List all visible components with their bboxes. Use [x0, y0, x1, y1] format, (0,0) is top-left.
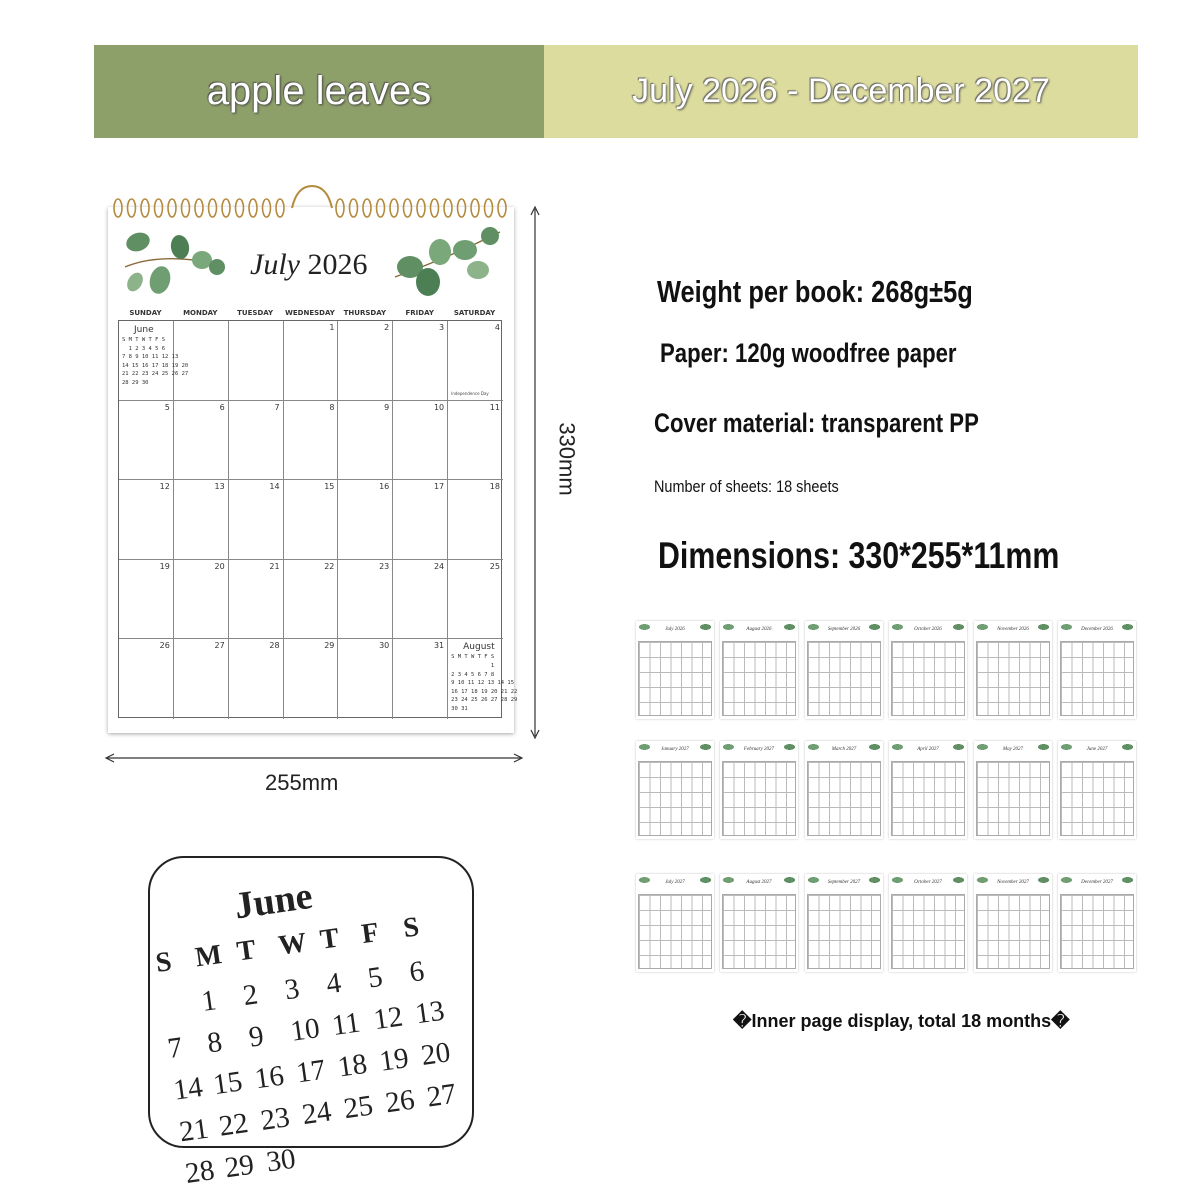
zoom-day: 17 — [294, 1053, 328, 1090]
thumbnail-grid — [891, 761, 965, 836]
thumbnail-grid — [638, 641, 712, 716]
month-thumbnail — [720, 874, 798, 972]
day-number: 28 — [269, 641, 280, 651]
thumbnail-grid — [638, 894, 712, 969]
date-range: July 2026 - December 2027 — [632, 72, 1050, 110]
weekday-wednesday: WEDNESDAY — [285, 309, 335, 317]
weekday-saturday: SATURDAY — [453, 309, 496, 317]
month-thumbnail — [1058, 741, 1136, 839]
zoom-day: 21 — [177, 1112, 211, 1149]
zoom-day: 9 — [246, 1019, 266, 1054]
day-cell — [229, 560, 284, 640]
day-number: 19 — [159, 561, 170, 571]
month-thumbnail — [889, 874, 967, 972]
zoom-day: 15 — [211, 1065, 245, 1102]
month-thumbnail — [720, 741, 798, 839]
zoom-day: 11 — [330, 1006, 363, 1043]
height-label — [554, 422, 580, 495]
month-thumbnail — [636, 621, 714, 719]
zoom-day: 22 — [216, 1106, 251, 1143]
thumbnail-title: April 2027 — [917, 747, 939, 752]
calendar-month-title — [250, 248, 367, 282]
zoom-day: 27 — [424, 1077, 459, 1114]
zoom-day: 20 — [419, 1036, 453, 1072]
theme-name: apple leaves — [206, 69, 432, 113]
month-thumbnail — [805, 621, 883, 719]
month-thumbnail — [889, 621, 967, 719]
month-thumbnail — [636, 874, 714, 972]
spec-cover: Cover material: transparent PP — [654, 408, 979, 438]
month-thumbnail — [889, 741, 967, 839]
weekday-sunday: SUNDAY — [129, 309, 162, 317]
day-cell — [284, 639, 339, 719]
next-month-mini-title: August — [463, 642, 495, 653]
spec-weight: Weight per book: 268g±5g — [657, 274, 973, 309]
theme-name-panel — [94, 45, 544, 138]
next-month-mini-days: S M T W T F S 1 2 3 4 5 6 7 8 9 10 11 12 13 14 15 16 17 18 19 20 21 22 23 24 25 26 27 28 29 30 31 — [451, 654, 518, 712]
zoom-day: 7 — [165, 1031, 185, 1066]
zoom-day: 25 — [341, 1089, 375, 1126]
day-number: 21 — [269, 561, 280, 571]
date-range-panel — [544, 45, 1138, 138]
zoom-weekday: T — [234, 934, 258, 968]
day-cell — [284, 321, 339, 401]
day-cell — [338, 321, 393, 401]
thumbnail-grid — [891, 894, 965, 969]
holiday-label: Independence Day — [451, 390, 489, 396]
zoom-weekday: S — [153, 946, 174, 979]
zoom-day: 3 — [282, 972, 302, 1007]
month-thumbnail — [974, 874, 1052, 972]
zoom-day: 8 — [205, 1025, 225, 1060]
zoom-day: 14 — [171, 1070, 205, 1107]
month-thumbnail — [974, 621, 1052, 719]
zoom-month-title: June — [231, 874, 316, 928]
day-number: 4 — [494, 323, 500, 332]
day-number: 15 — [324, 482, 335, 492]
day-number: 27 — [214, 641, 225, 651]
thumbnail-grid — [1060, 894, 1134, 969]
day-number: 13 — [214, 482, 225, 492]
day-cell — [229, 480, 284, 560]
zoom-day: 4 — [324, 966, 344, 1001]
zoom-day: 5 — [365, 960, 385, 995]
thumbnail-title: October 2026 — [914, 627, 942, 632]
day-cell — [448, 401, 503, 481]
day-cell — [119, 560, 174, 640]
day-number: 30 — [379, 641, 390, 651]
day-number: 16 — [379, 482, 390, 492]
weekday-monday: MONDAY — [183, 309, 218, 317]
thumbnail-title: November 2026 — [997, 627, 1029, 632]
zoom-day: 13 — [413, 994, 447, 1031]
month-thumbnail — [636, 741, 714, 839]
day-number: 5 — [164, 402, 170, 412]
zoom-weekday: S — [401, 911, 422, 945]
height-value: 330mm — [554, 422, 580, 496]
spec-sheets: Number of sheets: 18 sheets — [654, 477, 839, 496]
zoom-weekday: T — [318, 922, 341, 956]
day-cell — [338, 639, 393, 719]
day-cell — [174, 401, 229, 481]
day-cell — [229, 321, 284, 401]
thumbnail-title: July 2027 — [665, 880, 685, 885]
day-number: 25 — [489, 561, 500, 571]
width-dimension-arrow — [104, 750, 524, 766]
height-dimension-arrow — [525, 205, 545, 740]
day-cell — [393, 401, 448, 481]
day-number: 11 — [489, 402, 500, 412]
day-number: 12 — [159, 482, 170, 492]
month-thumbnail — [974, 741, 1052, 839]
day-cell — [284, 401, 339, 481]
zoom-weekday: F — [359, 916, 381, 951]
thumbnail-grid — [976, 894, 1050, 969]
leaf-decoration-left — [120, 222, 230, 302]
spec-paper: Paper: 120g woodfree paper — [660, 338, 957, 368]
thumbnail-grid — [976, 641, 1050, 716]
day-cell — [119, 480, 174, 560]
day-cell — [119, 639, 174, 719]
day-cell — [393, 480, 448, 560]
day-cell — [448, 321, 503, 401]
weekday-thursday: THURSDAY — [343, 309, 387, 317]
width-label — [265, 770, 338, 796]
thumbnail-grid — [976, 761, 1050, 836]
month-thumbnail — [1058, 874, 1136, 972]
zoom-day: 16 — [252, 1059, 286, 1096]
zoom-day: 18 — [335, 1047, 370, 1084]
thumbnail-grid — [722, 894, 796, 969]
thumbnail-title: October 2027 — [914, 880, 942, 885]
day-number: 20 — [214, 561, 225, 571]
thumbnail-title: May 2027 — [1002, 747, 1024, 752]
day-number: 9 — [384, 402, 390, 412]
month-thumbnail — [805, 741, 883, 839]
day-cell — [393, 639, 448, 719]
thumbnail-grid — [891, 641, 965, 716]
thumbnail-grid — [638, 761, 712, 836]
zoom-day: 26 — [383, 1083, 417, 1120]
zoom-day: 6 — [407, 955, 427, 989]
thumbnail-title: March 2027 — [831, 747, 857, 752]
zoom-day: 19 — [377, 1042, 411, 1078]
thumbnail-title: July 2026 — [665, 627, 685, 632]
day-number: 7 — [274, 402, 280, 412]
thumbnail-title: November 2027 — [997, 880, 1029, 885]
day-cell — [338, 480, 393, 560]
title-banner — [94, 45, 1138, 138]
day-number: 8 — [329, 402, 335, 412]
day-number: 1 — [329, 323, 335, 332]
thumbnail-title: September 2026 — [827, 627, 861, 632]
day-cell — [174, 480, 229, 560]
day-number: 3 — [439, 323, 445, 332]
calendar-year: 2026 — [307, 248, 368, 281]
zoom-day: 30 — [264, 1142, 298, 1179]
zoom-day: 23 — [258, 1101, 292, 1137]
day-number: 17 — [433, 482, 445, 492]
day-number: 26 — [159, 641, 170, 651]
thumbnail-title: December 2027 — [1081, 880, 1113, 885]
thumbnail-grid — [722, 641, 796, 716]
day-cell — [448, 480, 503, 560]
thumbnail-grid — [1060, 761, 1134, 836]
spec-dimensions: Dimensions: 330*255*11mm — [658, 535, 1060, 576]
day-number: 24 — [433, 561, 445, 571]
mini-calendar-zoom-content — [130, 836, 510, 1190]
zoom-day: 2 — [241, 978, 260, 1013]
day-cell — [448, 560, 503, 640]
zoom-weekday: M — [193, 939, 224, 974]
calendar-grid — [118, 320, 518, 718]
thumbnail-title: September 2027 — [827, 880, 861, 885]
day-cell — [284, 480, 339, 560]
prev-month-mini-title: June — [134, 325, 154, 335]
inner-page-caption: �Inner page display, total 18 months� — [733, 1011, 1070, 1031]
zoom-weekday: W — [276, 927, 309, 962]
day-number: 31 — [433, 641, 445, 651]
thumbnail-grid — [722, 761, 796, 836]
month-thumbnail — [805, 874, 883, 972]
day-cell — [338, 401, 393, 481]
prev-month-mini-days: S M T W T F S 1 2 3 4 5 6 7 8 9 10 11 12 13 14 15 16 17 18 19 20 21 22 23 24 25 26 27 28 29 30 — [122, 337, 189, 386]
day-cell — [393, 560, 448, 640]
leaf-decoration-right — [390, 222, 505, 302]
thumbnail-title: June 2027 — [1086, 747, 1108, 752]
day-number: 6 — [219, 402, 225, 412]
thumbnail-grid — [807, 641, 881, 716]
day-cell — [338, 560, 393, 640]
thumbnail-grid — [807, 894, 881, 969]
zoom-day: 10 — [288, 1012, 322, 1048]
day-cell — [393, 321, 448, 401]
thumbnail-title: February 2027 — [743, 747, 775, 752]
day-cell — [119, 401, 174, 481]
thumbnail-title: December 2026 — [1081, 627, 1113, 632]
zoom-day: 24 — [300, 1095, 334, 1132]
day-cell — [229, 639, 284, 719]
day-cell — [229, 401, 284, 481]
day-cell — [284, 560, 339, 640]
mini-calendar-zoom — [148, 856, 474, 1190]
day-number: 23 — [379, 561, 390, 571]
day-number: 29 — [324, 641, 335, 651]
month-thumbnail — [720, 621, 798, 719]
calendar-month: July — [250, 248, 300, 281]
weekday-friday: FRIDAY — [405, 309, 434, 317]
zoom-day: 12 — [371, 1000, 405, 1037]
zoom-day: 29 — [222, 1148, 257, 1185]
zoom-day: 1 — [199, 984, 219, 1018]
day-number: 14 — [269, 482, 280, 492]
zoom-day: 28 — [183, 1154, 217, 1190]
day-number: 18 — [489, 482, 500, 492]
day-number: 2 — [384, 323, 390, 332]
month-thumbnail — [1058, 621, 1136, 719]
day-number: 10 — [433, 402, 445, 412]
thumbnail-title: August 2026 — [746, 627, 772, 632]
day-number: 22 — [324, 561, 335, 571]
thumbnail-title: August 2027 — [746, 880, 772, 885]
width-value: 255mm — [265, 770, 339, 795]
day-cell — [174, 560, 229, 640]
thumbnail-title: January 2027 — [661, 747, 689, 752]
spiral-binding — [112, 186, 512, 220]
thumbnail-grid — [807, 761, 881, 836]
thumbnail-grid — [1060, 641, 1134, 716]
weekday-tuesday: TUESDAY — [237, 309, 274, 317]
day-cell — [174, 639, 229, 719]
